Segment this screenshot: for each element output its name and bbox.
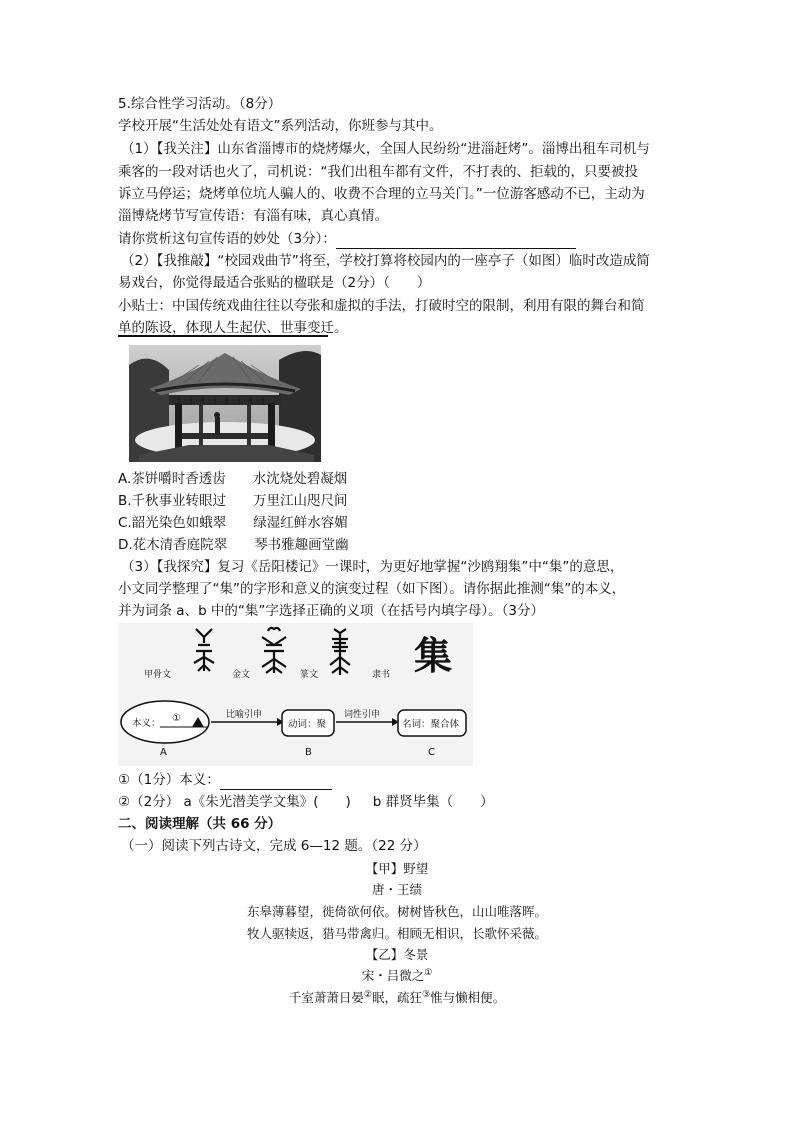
q1-prompt: 请你赏析这句宣传语的妙处（3分）： xyxy=(118,231,336,247)
section2-sub: （一）阅读下列古诗文，完成 6—12 题。（22 分） xyxy=(121,838,427,854)
q1-prompt-row xyxy=(118,229,576,249)
q1-line2: 乘客的一段对话也火了，司机说：“我们出租车都有文件，不打表的、拒载的，只要被投 xyxy=(118,164,638,180)
option-a: A.茶饼嚼时香透齿 水沈烧处碧凝烟 xyxy=(118,471,348,487)
ji-evolution-diagram xyxy=(118,623,473,766)
poem1-author: 唐・王绩 xyxy=(371,882,422,897)
section5-title: 5.综合性学习活动。（8分） xyxy=(118,96,282,112)
q2-line1: （2）【我推敲】“校园戏曲节”将至，学校打算将校园内的一座亭子（如图）临时改造成简 xyxy=(121,253,650,269)
poem1-line2: 牧人驱犊返，猎马带禽归。相顾无相识，长歌怀采薇。 xyxy=(246,926,547,941)
node-b-letter: B xyxy=(305,747,312,758)
clerical-script-glyph: 集 xyxy=(414,634,453,678)
q3-line1: （3）【我探究】复习《岳阳楼记》一课时，为更好地掌握“沙鸥翔集”中“集”的意思， xyxy=(121,559,624,575)
poem2-line1: 千室萧萧日晏②眠，疏狂③惟与懒相便。 xyxy=(288,989,506,1005)
poem1-line1: 东皋薄暮望，徙倚欲何依。树树皆秋色，山山唯落晖。 xyxy=(246,904,547,919)
pavilion-photo xyxy=(129,345,321,462)
node-c-label: 名词：聚合体 xyxy=(402,719,460,730)
q1-line3: 诉立马停运；烧烤单位坑人骗人的、收费不合理的立马关门。”一位游客感动不已，主动为 xyxy=(118,186,645,202)
node-a-mark: ① xyxy=(172,713,181,724)
script-label-seal: 篆文 xyxy=(300,670,319,680)
node-a-letter: A xyxy=(160,747,167,758)
q3-answer1-row: ①（1分）本义： xyxy=(118,770,332,790)
q2-tip1: 小贴士：中国传统戏曲往往以夸张和虚拟的手法，打破时空的限制，利用有限的舞台和简 xyxy=(118,298,645,314)
q3-line3: 并为词条 a、b 中的“集”字选择正确的义项（在括号内填字母）。（3分） xyxy=(118,603,545,619)
option-b: B.千秋事业转眼过 万里江山咫尺间 xyxy=(118,493,348,509)
node-a-label: 本义： xyxy=(132,718,161,729)
q2-tip2: 单的陈设，体现人生起伏、世事变迁。 xyxy=(118,320,348,336)
q3-line2: 小文同学整理了“集”的字形和意义的演变过程（如下图）。请你据此推测“集”的本义， xyxy=(118,581,626,597)
q2-line2: 易戏台，你觉得最适合张贴的楹联是（2分）（ ） xyxy=(118,275,431,291)
poem1-title: 【甲】野望 xyxy=(365,861,429,876)
arrow-1-label: 比喻引申 xyxy=(226,710,263,720)
section2-title: 二、阅读理解（共 66 分） xyxy=(118,816,282,832)
q1-answer-blank[interactable] xyxy=(336,234,576,249)
q1-line1: （1）【我关注】山东省淄博市的烧烤爆火，全国人民纷纷“进淄赶烤”。淄博出租车司机与 xyxy=(121,141,650,157)
node-c-letter: C xyxy=(428,747,435,758)
poem2-author-row: 宋・吕微之① xyxy=(361,967,433,983)
script-label-bronze: 金文 xyxy=(232,670,251,680)
tip-underline xyxy=(118,335,328,337)
arrow-2-label: 词性引申 xyxy=(344,710,381,720)
option-c: C.韶光染色如蛾翠 绿湿红鲜水容媚 xyxy=(118,515,348,531)
section5-intro: 学校开展“生活处处有语文”系列活动，你班参与其中。 xyxy=(118,118,443,134)
q3-answer2-row: ②（2分） a《朱光潜美学文集》( ) b 群贤毕集（ ） xyxy=(118,794,494,810)
q3-answer1-blank[interactable] xyxy=(220,775,332,790)
script-label-oracle: 甲骨文 xyxy=(144,670,172,680)
poem2-title: 【乙】冬景 xyxy=(365,947,429,962)
node-b-label: 动词：聚 xyxy=(288,719,327,730)
script-label-clerical: 隶书 xyxy=(372,670,391,680)
option-d: D.花木清香庭院翠 琴书雅趣画堂幽 xyxy=(118,537,349,553)
q1-line4: 淄博烧烤节写宣传语：有淄有味，真心真情。 xyxy=(118,208,388,224)
